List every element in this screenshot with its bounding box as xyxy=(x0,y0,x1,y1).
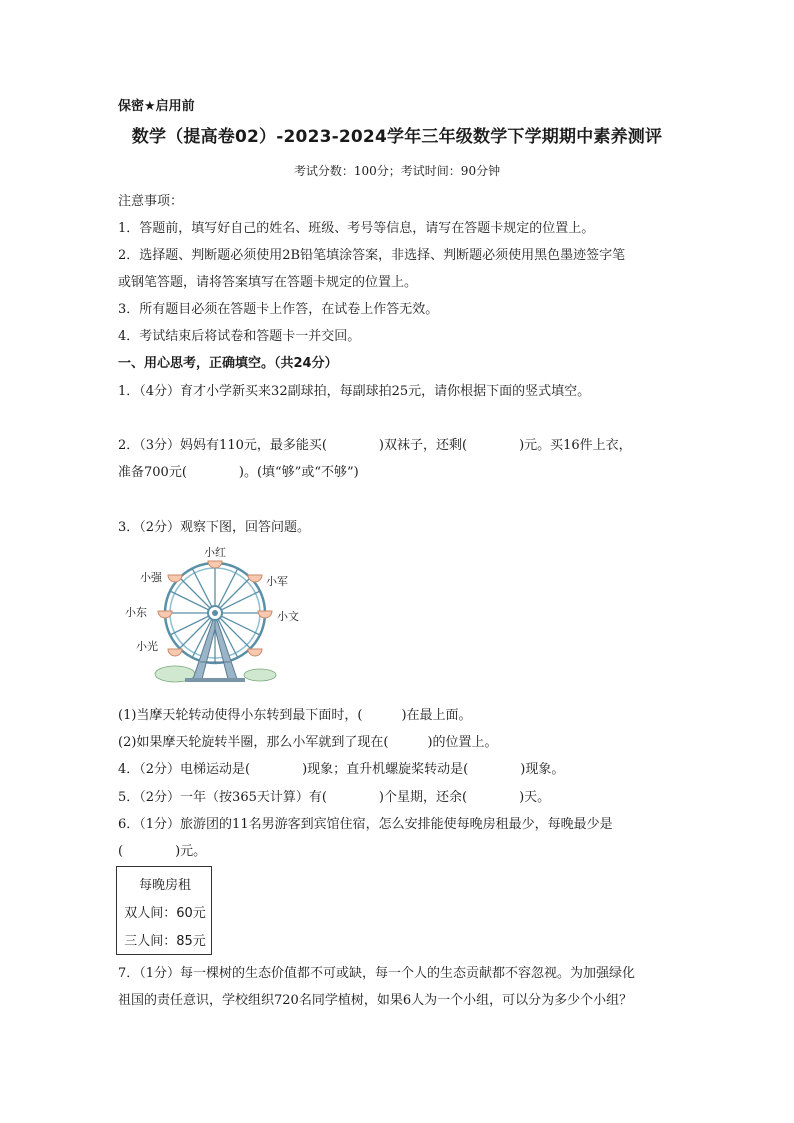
question-6: 6．（1分）旅游团的11名男游客到宾馆住宿，怎么安排能使每晚房租最少，每晚最少是 xyxy=(118,817,613,832)
question-1: 1．（4分）育才小学新买来32副球拍，每副球拍25元，请你根据下面的竖式填空。 xyxy=(118,384,591,399)
question-2: 2．（3分）妈妈有110元，最多能买( )双袜子，还剩( )元。买16件上衣， xyxy=(118,438,632,453)
question-3-sub-2: (2)如果摩天轮旋转半圈，那么小军就到了现在( )的位置上。 xyxy=(118,735,498,750)
question-3-sub-1: (1)当摩天轮转动使得小东转到最下面时，( )在最上面。 xyxy=(118,708,472,723)
label-xiaoqiang: 小强 xyxy=(140,571,162,584)
notice-item: 3．所有题目必须在答题卡上作答，在试卷上作答无效。 xyxy=(118,302,439,317)
page-title: 数学（提高卷02）-2023-2024学年三年级数学下学期期中素养测评 xyxy=(131,127,663,147)
label-xiaohong: 小红 xyxy=(204,546,226,559)
label-xiaoguang: 小光 xyxy=(136,640,158,653)
notice-heading: 注意事项： xyxy=(118,194,184,209)
question-3: 3．（2分）观察下图，回答问题。 xyxy=(118,520,311,535)
section-heading: 一、用心思考，正确填空。（共24分） xyxy=(118,356,338,371)
secret-label: 保密★启用前 xyxy=(118,99,195,114)
notice-item: 4．考试结束后将试卷和答题卡一并交回。 xyxy=(118,329,361,344)
question-6-cont: ( )元。 xyxy=(118,844,207,859)
notice-item: 1．答题前，填写好自己的姓名、班级、考号等信息，请写在答题卡规定的位置上。 xyxy=(118,221,595,236)
ferris-wheel-svg xyxy=(120,544,320,689)
label-xiaojun: 小军 xyxy=(266,575,288,588)
question-5: 5．（2分）一年（按365天计算）有( )个星期，还余( )天。 xyxy=(118,790,551,805)
notice-item: 或钢笔答题，请将答案填写在答题卡规定的位置上。 xyxy=(118,275,418,290)
rent-table-title: 每晚房租 xyxy=(138,878,191,893)
exam-info: 考试分数：100分；考试时间：90分钟 xyxy=(293,164,501,178)
notice-item: 2．选择题、判断题必须使用2B铅笔填涂答案，非选择、判断题必须使用黑色墨迹签字笔 xyxy=(118,248,626,263)
question-7-cont: 祖国的责任意识，学校组织720名同学植树，如果6人为一个小组，可以分为多少个小组？ xyxy=(118,993,633,1008)
ferris-wheel-figure xyxy=(120,544,320,689)
rent-double-room: 双人间：60元 xyxy=(124,906,206,921)
label-xiaowen: 小文 xyxy=(277,610,299,623)
question-4: 4．（2分）电梯运动是( )现象；直升机螺旋桨转动是( )现象。 xyxy=(118,762,565,777)
rent-table xyxy=(116,866,212,955)
question-2-cont: 准备700元( )。(填“够”或“不够”) xyxy=(118,465,359,480)
question-7: 7．（1分）每一棵树的生态价值都不可或缺，每一个人的生态贡献都不容忽视。为加强绿化 xyxy=(118,966,636,981)
label-xiaodong: 小东 xyxy=(125,606,147,619)
rent-triple-room: 三人间：85元 xyxy=(124,934,206,949)
